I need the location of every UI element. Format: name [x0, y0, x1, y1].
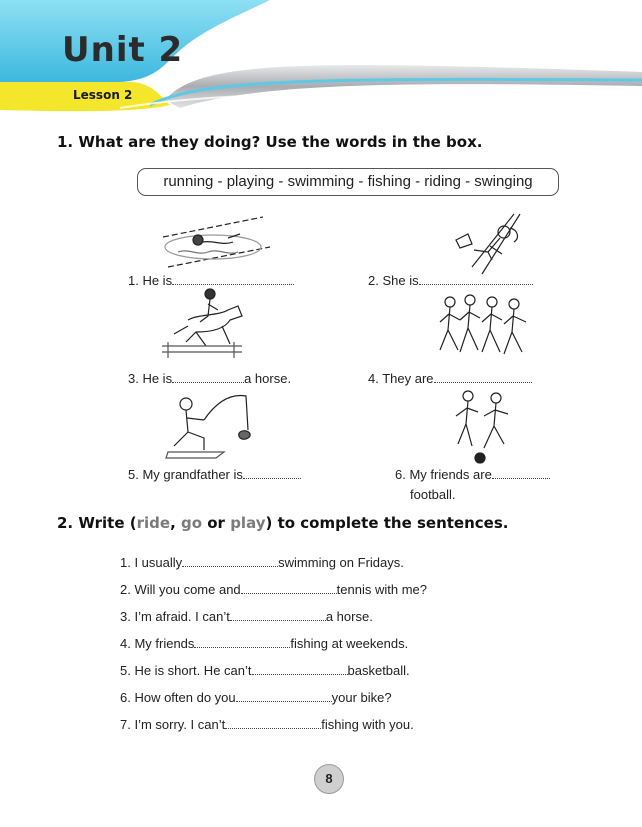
- page-number: 8: [314, 764, 344, 794]
- answer-blank[interactable]: [172, 371, 244, 383]
- horse-rider-image: [158, 286, 244, 362]
- exercise1-item-6-line2: football.: [410, 487, 456, 502]
- exercise2-item-5: 5. He is short. He can’t basketball.: [120, 663, 410, 678]
- runners-image: [436, 292, 532, 362]
- exercise2-item-4: 4. My friends fishing at weekends.: [120, 636, 409, 651]
- lesson-label: Lesson 2: [73, 88, 133, 102]
- answer-blank[interactable]: [252, 663, 348, 675]
- exercise2-item-6: 6. How often do you your bike?: [120, 690, 392, 705]
- answer-blank[interactable]: [243, 467, 301, 479]
- football-players-image: [452, 388, 518, 466]
- fisherman-image: [164, 390, 256, 460]
- exercise2-item-7: 7. I’m sorry. I can’t fishing with you.: [120, 717, 414, 732]
- exercise2-item-1: 1. I usually swimming on Fridays.: [120, 555, 404, 570]
- answer-blank[interactable]: [194, 636, 290, 648]
- exercise1-item-5: 5. My grandfather is: [128, 467, 301, 482]
- exercise1-item-4: 4. They are: [368, 371, 532, 386]
- answer-blank[interactable]: [236, 690, 332, 702]
- girl-on-swing-image: [452, 212, 524, 282]
- answer-blank[interactable]: [182, 555, 278, 567]
- exercise1-item-1: 1. He is: [128, 273, 294, 288]
- section2-heading: 2. Write (ride, go or play) to complete the sentences.: [57, 514, 509, 532]
- word-box: running - playing - swimming - fishing - riding - swinging: [137, 168, 559, 196]
- exercise1-item-2: 2. She is: [368, 273, 533, 288]
- swimmer-image: [158, 212, 273, 270]
- exercise2-item-3: 3. I’m afraid. I can’t a horse.: [120, 609, 373, 624]
- exercise1-item-6: 6. My friends are: [395, 467, 550, 482]
- section1-heading: 1. What are they doing? Use the words in the box.: [57, 133, 483, 151]
- answer-blank[interactable]: [434, 371, 532, 383]
- exercise2-item-2: 2. Will you come and tennis with me?: [120, 582, 427, 597]
- answer-blank[interactable]: [172, 273, 294, 285]
- answer-blank[interactable]: [230, 609, 326, 621]
- answer-blank[interactable]: [225, 717, 321, 729]
- answer-blank[interactable]: [419, 273, 533, 285]
- unit-title: Unit 2: [62, 30, 184, 70]
- answer-blank[interactable]: [241, 582, 337, 594]
- exercise1-item-3: 3. He is a horse.: [128, 371, 292, 386]
- answer-blank[interactable]: [492, 467, 550, 479]
